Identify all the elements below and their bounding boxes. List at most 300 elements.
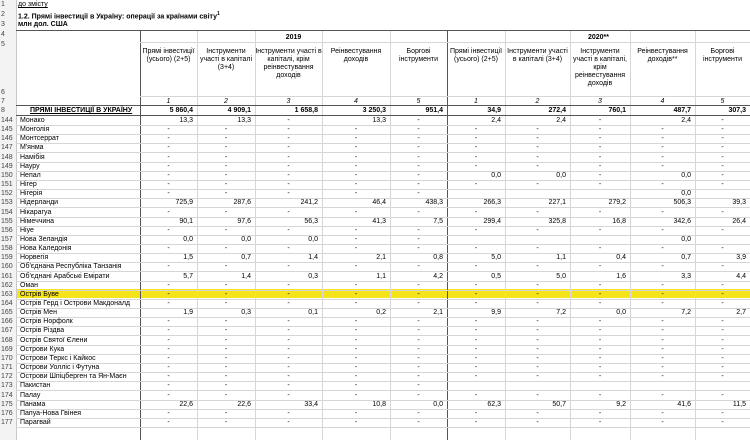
year-2019-header: 2019 — [285, 34, 302, 41]
value-2020: - — [474, 300, 478, 307]
year-2020-header: 2020** — [587, 34, 610, 41]
value-2020: - — [474, 209, 478, 216]
column-number-2020: 2 — [535, 98, 540, 105]
value-2019: - — [354, 135, 358, 142]
country-name: Панама — [20, 401, 46, 408]
row-number: 6 — [1, 89, 5, 96]
value-2020: - — [721, 327, 724, 334]
country-name: Нова Каледонія — [20, 245, 72, 252]
country-name: Монтсеррат — [20, 135, 59, 142]
value-2020: - — [598, 327, 602, 334]
value-2020: - — [598, 410, 602, 417]
value-2020: - — [474, 163, 478, 170]
value-2020: 1,1 — [556, 254, 566, 261]
value-2019: - — [287, 282, 290, 289]
value-2020: - — [661, 419, 664, 426]
value-2020: 0,0 — [681, 172, 691, 179]
value-2019: - — [224, 382, 228, 389]
value-2020: 266,3 — [483, 199, 501, 206]
row-number: 174 — [1, 392, 13, 399]
value-2020: 11,5 — [732, 401, 746, 408]
value-2020: - — [474, 135, 478, 142]
row-number: 154 — [1, 209, 13, 216]
value-2020: - — [536, 209, 539, 216]
value-2020: - — [721, 364, 724, 371]
value-2019: - — [417, 364, 420, 371]
value-2019: - — [167, 318, 170, 325]
value-2020: - — [721, 282, 724, 289]
row-number: 2 — [1, 11, 5, 18]
value-2020: 16,8 — [612, 218, 626, 225]
value-2020: - — [721, 126, 724, 133]
row-number: 161 — [1, 273, 13, 280]
column-header-2020: Боргові інструменти — [702, 48, 743, 63]
value-2019: - — [354, 318, 358, 325]
column-number-2019: 1 — [166, 98, 171, 105]
column-header-2019: Реінвестування доходів — [330, 48, 382, 63]
value-2019: - — [167, 392, 170, 399]
value-2019: - — [417, 346, 420, 353]
value-2019: - — [354, 172, 358, 179]
value-2020: - — [598, 346, 602, 353]
value-2019: - — [167, 163, 170, 170]
value-2020: - — [536, 337, 539, 344]
value-2019: - — [287, 209, 290, 216]
value-2019: - — [417, 291, 420, 298]
value-2020: - — [598, 373, 602, 380]
value-2019: - — [417, 190, 420, 197]
value-2020: - — [598, 154, 602, 161]
value-2019: - — [167, 181, 170, 188]
row-number: 164 — [1, 300, 13, 307]
value-2020: - — [598, 227, 602, 234]
country-name: Острови Шпіцберген та Ян-Маєн — [20, 373, 127, 380]
value-2020: - — [598, 117, 602, 124]
country-name: Острів Буве — [20, 291, 59, 298]
value-2019: - — [354, 337, 358, 344]
row-number: 155 — [1, 218, 13, 225]
value-2020: - — [536, 163, 539, 170]
value-2019: 1,1 — [376, 273, 386, 280]
value-2019: - — [224, 135, 228, 142]
value-2020: 5,0 — [556, 273, 566, 280]
value-2020: - — [536, 373, 539, 380]
value-2020: - — [721, 263, 724, 270]
value-2019: - — [167, 126, 170, 133]
value-2019: - — [287, 117, 290, 124]
value-2020: - — [474, 327, 478, 334]
value-2020: - — [536, 154, 539, 161]
column-number-2019: 5 — [416, 98, 421, 105]
value-2019: 7,5 — [433, 218, 443, 225]
value-2019: - — [167, 373, 170, 380]
country-name: Намібія — [20, 154, 45, 161]
country-name: Пакистан — [20, 382, 51, 389]
value-2020: - — [721, 318, 724, 325]
value-2020: 41,6 — [677, 401, 691, 408]
column-header-2020: Реінвестування доходів** — [637, 48, 688, 63]
value-2020: 342,6 — [673, 218, 691, 225]
row-number: 151 — [1, 181, 13, 188]
value-2019: - — [167, 419, 170, 426]
total-row-label: ПРЯМІ ІНВЕСТИЦІЇ В УКРАЇНУ — [30, 107, 133, 114]
row-number: 170 — [1, 355, 13, 362]
total-value-2019: 1 658,8 — [294, 107, 318, 114]
value-2020: - — [536, 291, 539, 298]
value-2019: - — [417, 135, 420, 142]
value-2020: - — [474, 245, 478, 252]
row-number: 165 — [1, 309, 13, 316]
value-2020: - — [536, 392, 539, 399]
value-2019: - — [354, 236, 358, 243]
value-2019: - — [167, 355, 170, 362]
value-2019: - — [417, 245, 420, 252]
value-2019: 22,6 — [237, 401, 251, 408]
value-2020: - — [598, 245, 602, 252]
country-name: Острови Уолліс і Футуна — [20, 364, 100, 371]
value-2020: - — [474, 337, 478, 344]
row-number: 150 — [1, 172, 13, 179]
value-2019: - — [224, 337, 228, 344]
sheet-title: 1.2. Прямі інвестиції в Україну: операції за країнами світу$^1$ — [18, 11, 220, 21]
value-2020: - — [474, 181, 478, 188]
country-name: Нігерія — [20, 190, 43, 197]
value-2020: - — [661, 291, 664, 298]
value-2020: - — [661, 373, 664, 380]
value-2020: - — [721, 117, 724, 124]
value-2020: - — [536, 410, 539, 417]
value-2019: - — [287, 337, 290, 344]
value-2019: 22,6 — [179, 401, 193, 408]
value-2019: - — [224, 300, 228, 307]
value-2019: 90,1 — [179, 218, 193, 225]
value-2019: - — [167, 227, 170, 234]
value-2020: 1,6 — [616, 273, 626, 280]
value-2019: - — [287, 382, 290, 389]
value-2019: - — [354, 190, 358, 197]
value-2019: 725,9 — [175, 199, 193, 206]
value-2019: 241,2 — [300, 199, 318, 206]
value-2020: 0,0 — [681, 236, 691, 243]
value-2019: 438,3 — [425, 199, 443, 206]
value-2019: 2,1 — [376, 254, 386, 261]
row-number: 167 — [1, 327, 13, 334]
value-2020: 4,4 — [736, 273, 746, 280]
value-2019: - — [287, 172, 290, 179]
value-2020: - — [598, 209, 602, 216]
row-number: 7 — [1, 98, 5, 105]
value-2020: - — [661, 263, 664, 270]
value-2020: - — [661, 135, 664, 142]
value-2019: - — [287, 227, 290, 234]
value-2020: - — [598, 392, 602, 399]
value-2020: - — [661, 346, 664, 353]
value-2019: - — [167, 291, 170, 298]
value-2020: - — [474, 346, 478, 353]
value-2019: - — [167, 144, 170, 151]
value-2019: - — [224, 410, 228, 417]
value-2019: - — [224, 282, 228, 289]
value-2020: - — [721, 291, 724, 298]
value-2019: - — [354, 291, 358, 298]
value-2019: - — [417, 172, 420, 179]
value-2020: 9,2 — [616, 401, 626, 408]
column-number-2019: 4 — [354, 98, 358, 105]
country-name: Острови Кука — [20, 346, 65, 353]
value-2019: 0,8 — [433, 254, 443, 261]
value-2020: - — [661, 327, 664, 334]
value-2020: - — [721, 346, 724, 353]
column-header-2019: Боргові інструменти — [398, 48, 439, 63]
value-2019: - — [287, 346, 290, 353]
value-2019: 13,3 — [372, 117, 386, 124]
value-2019: - — [287, 245, 290, 252]
total-value-2020: 760,1 — [608, 107, 626, 114]
value-2019: - — [224, 392, 228, 399]
total-value-2019: 951,4 — [425, 107, 443, 114]
value-2020: - — [474, 282, 478, 289]
total-value-2019: 4 909,1 — [227, 107, 251, 114]
value-2020: - — [474, 373, 478, 380]
value-2019: - — [417, 209, 420, 216]
column-number-2020: 4 — [660, 98, 665, 105]
value-2020: 2,7 — [736, 309, 746, 316]
value-2020: - — [536, 227, 539, 234]
value-2019: - — [224, 154, 228, 161]
value-2019: 13,3 — [237, 117, 251, 124]
value-2019: - — [417, 117, 420, 124]
value-2019: 1,9 — [183, 309, 193, 316]
column-number-2019: 2 — [224, 98, 228, 105]
value-2019: - — [354, 392, 358, 399]
value-2020: 9,9 — [491, 309, 501, 316]
country-name: Острів Святої Єлени — [20, 337, 88, 344]
value-2020: - — [661, 318, 664, 325]
value-2019: - — [287, 392, 290, 399]
value-2019: - — [417, 382, 420, 389]
country-name: Палау — [20, 392, 41, 399]
value-2020: - — [474, 154, 478, 161]
value-2020: 325,8 — [548, 218, 566, 225]
value-2020: - — [598, 135, 602, 142]
country-name: Ніуе — [20, 227, 34, 234]
country-name: Німеччина — [20, 218, 55, 225]
row-number: 157 — [1, 236, 13, 243]
value-2020: - — [598, 300, 602, 307]
value-2019: - — [287, 263, 290, 270]
row-number: 163 — [1, 291, 13, 298]
total-value-2019: 3 250,3 — [362, 107, 386, 114]
value-2020: - — [661, 410, 664, 417]
row-number: 156 — [1, 227, 13, 234]
value-2019: 13,3 — [179, 117, 193, 124]
value-2020: 39,3 — [732, 199, 746, 206]
value-2020: 2,4 — [681, 117, 691, 124]
value-2020: - — [598, 181, 602, 188]
value-2019: 33,4 — [304, 401, 318, 408]
country-name: Нігер — [20, 181, 37, 188]
value-2020: 0,4 — [616, 254, 626, 261]
country-name: Нідерланди — [20, 199, 59, 206]
value-2020: - — [721, 410, 724, 417]
value-2019: - — [287, 190, 290, 197]
country-name: М'янма — [20, 144, 44, 151]
value-2020: 3,3 — [681, 273, 691, 280]
value-2020: - — [474, 263, 478, 270]
value-2019: - — [224, 373, 228, 380]
value-2020: - — [536, 346, 539, 353]
row-number: 149 — [1, 163, 13, 170]
value-2020: 0,0 — [491, 172, 501, 179]
value-2019: 0,3 — [308, 273, 318, 280]
value-2020: - — [598, 126, 602, 133]
row-number: 146 — [1, 135, 13, 142]
value-2019: - — [167, 263, 170, 270]
row-number: 162 — [1, 282, 13, 289]
value-2019: - — [167, 300, 170, 307]
value-2019: - — [224, 172, 228, 179]
value-2019: - — [224, 245, 228, 252]
value-2020: - — [598, 419, 602, 426]
country-name: Монголія — [20, 126, 50, 133]
value-2019: - — [167, 209, 170, 216]
value-2019: 4,2 — [433, 273, 443, 280]
value-2020: 5,0 — [491, 254, 501, 261]
value-2019: - — [287, 410, 290, 417]
value-2019: - — [354, 181, 358, 188]
value-2019: - — [417, 392, 420, 399]
country-name: Об'єднана Республіка Танзанія — [20, 263, 122, 270]
value-2019: 0,0 — [433, 401, 443, 408]
value-2020: - — [474, 291, 478, 298]
value-2020: - — [536, 419, 539, 426]
value-2020: - — [661, 163, 664, 170]
row-number: 144 — [1, 117, 13, 124]
value-2020: 7,2 — [556, 309, 566, 316]
value-2019: - — [224, 364, 228, 371]
value-2019: - — [224, 355, 228, 362]
value-2019: - — [167, 172, 170, 179]
back-to-contents-link[interactable]: до змісту — [18, 1, 48, 8]
value-2019: 1,4 — [308, 254, 318, 261]
value-2020: - — [661, 144, 664, 151]
row-number: 159 — [1, 254, 13, 261]
value-2020: - — [474, 419, 478, 426]
value-2020: 50,7 — [552, 401, 566, 408]
value-2019: - — [354, 355, 358, 362]
total-value-2019: 5 860,4 — [169, 107, 193, 114]
value-2020: - — [721, 300, 724, 307]
value-2019: 56,3 — [304, 218, 318, 225]
value-2019: - — [167, 382, 170, 389]
value-2019: - — [287, 126, 290, 133]
value-2019: - — [354, 382, 358, 389]
value-2019: - — [287, 291, 290, 298]
row-number: 3 — [1, 21, 5, 28]
value-2019: - — [287, 181, 290, 188]
value-2019: 5,7 — [183, 273, 193, 280]
value-2019: - — [354, 373, 358, 380]
value-2019: - — [167, 346, 170, 353]
value-2019: - — [354, 300, 358, 307]
value-2020: 26,4 — [732, 218, 746, 225]
value-2019: - — [167, 282, 170, 289]
value-2019: - — [287, 419, 290, 426]
value-2020: - — [536, 245, 539, 252]
column-number-2020: 1 — [474, 98, 478, 105]
value-2019: 0,3 — [241, 309, 251, 316]
value-2019: - — [224, 291, 228, 298]
row-number: 175 — [1, 401, 13, 408]
value-2020: - — [598, 337, 602, 344]
value-2020: - — [536, 318, 539, 325]
value-2020: - — [598, 318, 602, 325]
header-top-border — [16, 30, 750, 31]
value-2020: - — [661, 126, 664, 133]
row-number: 173 — [1, 382, 13, 389]
row-number: 168 — [1, 337, 13, 344]
value-2019: - — [354, 209, 358, 216]
value-2020: 0,5 — [491, 273, 501, 280]
value-2020: - — [536, 144, 539, 151]
value-2019: - — [354, 364, 358, 371]
value-2020: 2,4 — [556, 117, 566, 124]
value-2020: - — [721, 373, 724, 380]
value-2020: - — [536, 355, 539, 362]
value-2020: 62,3 — [487, 401, 501, 408]
value-2020: 0,0 — [616, 309, 626, 316]
value-2020: - — [598, 355, 602, 362]
value-2020: 0,0 — [556, 172, 566, 179]
value-2019: - — [354, 227, 358, 234]
value-2020: 227,1 — [548, 199, 566, 206]
row-number: 147 — [1, 144, 13, 151]
column-header-2019: Інструменти участі в капіталі, крім реінвестування доходів — [255, 48, 322, 79]
year-header-border — [140, 42, 750, 43]
value-2020: - — [474, 126, 478, 133]
value-2019: 1,4 — [241, 273, 251, 280]
value-2020: - — [536, 135, 539, 142]
value-2019: 287,6 — [233, 199, 251, 206]
value-2020: - — [661, 245, 664, 252]
value-2020: - — [598, 163, 602, 170]
value-2020: - — [721, 181, 724, 188]
value-2020: - — [721, 419, 724, 426]
row-number: 160 — [1, 263, 13, 270]
value-2019: - — [287, 364, 290, 371]
value-2019: - — [417, 236, 420, 243]
value-2019: - — [354, 126, 358, 133]
column-header-2020: Прямі інвестиції (усього) (2+5) — [449, 48, 503, 63]
value-2020: - — [721, 135, 724, 142]
value-2020: 0,0 — [681, 190, 691, 197]
value-2019: - — [224, 318, 228, 325]
value-2019: - — [167, 135, 170, 142]
value-2020: - — [721, 144, 724, 151]
value-2019: - — [167, 245, 170, 252]
value-2020: - — [474, 318, 478, 325]
value-2019: - — [224, 181, 228, 188]
value-2019: - — [167, 364, 170, 371]
value-2019: - — [224, 163, 228, 170]
value-2020: - — [721, 392, 724, 399]
value-2019: - — [417, 263, 420, 270]
value-2019: - — [287, 144, 290, 151]
value-2019: - — [167, 337, 170, 344]
value-2020: 7,2 — [681, 309, 691, 316]
value-2020: - — [661, 227, 664, 234]
row-number: 153 — [1, 199, 13, 206]
